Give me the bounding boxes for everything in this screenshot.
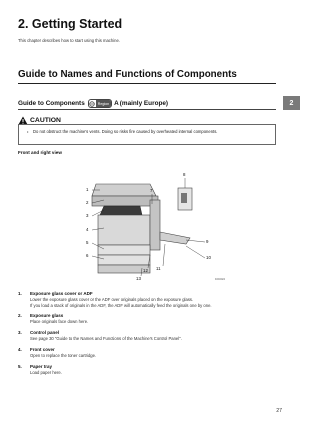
item-description: Place originals face down here. — [30, 319, 89, 325]
chapter-title: 2. Getting Started — [18, 17, 123, 31]
list-item — [18, 347, 276, 359]
list-item — [18, 291, 276, 308]
caution-bullet: • — [27, 129, 29, 134]
caution-heading-text: CAUTION — [30, 117, 61, 124]
subsection-region: (mainly Europe) — [119, 100, 169, 107]
callout-9: 9 — [206, 239, 209, 244]
paper-tray-1-shape — [98, 245, 150, 255]
section-title: Guide to Names and Functions of Components — [18, 69, 237, 80]
subsection-title: Guide to Components — [18, 100, 85, 107]
item-description: Load paper here. — [30, 369, 62, 375]
item-title: Exposure glass — [30, 313, 64, 319]
item-number: 1. — [18, 291, 22, 296]
item-description: Lower the exposure glass cover or the ADF over originals placed on the exposure glass. — [30, 297, 194, 302]
chapter-intro: This chapter describes how to start using this machine. — [18, 38, 120, 43]
callout-5: 5 — [86, 240, 89, 245]
callout-6: 6 — [86, 253, 89, 258]
chapter-tab: 2 — [283, 96, 300, 110]
page-number: 27 — [276, 408, 282, 414]
region-letter: A — [114, 100, 119, 107]
detail-inset-part — [181, 193, 187, 203]
control-panel-shape — [100, 206, 142, 215]
paper-tray-2-shape — [98, 255, 150, 265]
item-title: Control panel — [30, 330, 59, 336]
adf-top-shape — [92, 184, 156, 196]
list-item — [18, 313, 276, 325]
subsection-divider — [18, 109, 276, 110]
region-badge-label: Region — [97, 101, 110, 106]
caution-text: Do not obstruct the machine's vents. Doing so risks fire caused by overheated internal components. — [33, 128, 218, 134]
callout-13: 13 — [136, 276, 141, 281]
callout-10: 10 — [206, 255, 211, 260]
item-title: Paper tray — [30, 363, 53, 369]
globe-icon — [89, 100, 96, 107]
right-side-shape — [150, 200, 160, 250]
item-title: Exposure glass cover or ADF — [30, 291, 93, 296]
callout-8: 8 — [183, 172, 186, 177]
bypass-tray-shape — [160, 232, 190, 244]
item-number: 3. — [18, 330, 22, 336]
item-description: See page 30 "Guide to the Names and Functions of the Machine's Control Panel". — [30, 336, 182, 342]
callout-1: 1 — [86, 187, 89, 192]
front-cover-shape — [98, 215, 150, 245]
callout-4: 4 — [86, 227, 89, 232]
item-number: 4. — [18, 346, 22, 352]
scanner-unit-shape — [92, 196, 158, 206]
subsection-heading — [18, 99, 276, 108]
callout-7: 7 — [150, 188, 153, 193]
list-item — [18, 330, 276, 342]
section-divider — [18, 83, 276, 84]
item-number: 2. — [18, 313, 22, 319]
callout-11: 11 — [156, 266, 161, 271]
caution-box — [18, 124, 276, 145]
list-item — [18, 364, 276, 376]
component-list — [18, 291, 276, 381]
callout-3: 3 — [86, 213, 89, 218]
callout-12: 12 — [143, 268, 148, 273]
figure-label: Front and right view — [18, 150, 62, 155]
callout-2: 2 — [86, 200, 89, 205]
item-number: 5. — [18, 363, 22, 369]
item-title: Front cover — [30, 346, 55, 352]
figure-code: DJC0024 — [215, 278, 225, 281]
region-badge — [88, 99, 112, 108]
item-description: If you load a stack of originals in the ADF, the ADF will automatically feed the originals one by one. — [30, 302, 212, 308]
item-description: Open to replace the toner cartridge. — [30, 352, 97, 358]
